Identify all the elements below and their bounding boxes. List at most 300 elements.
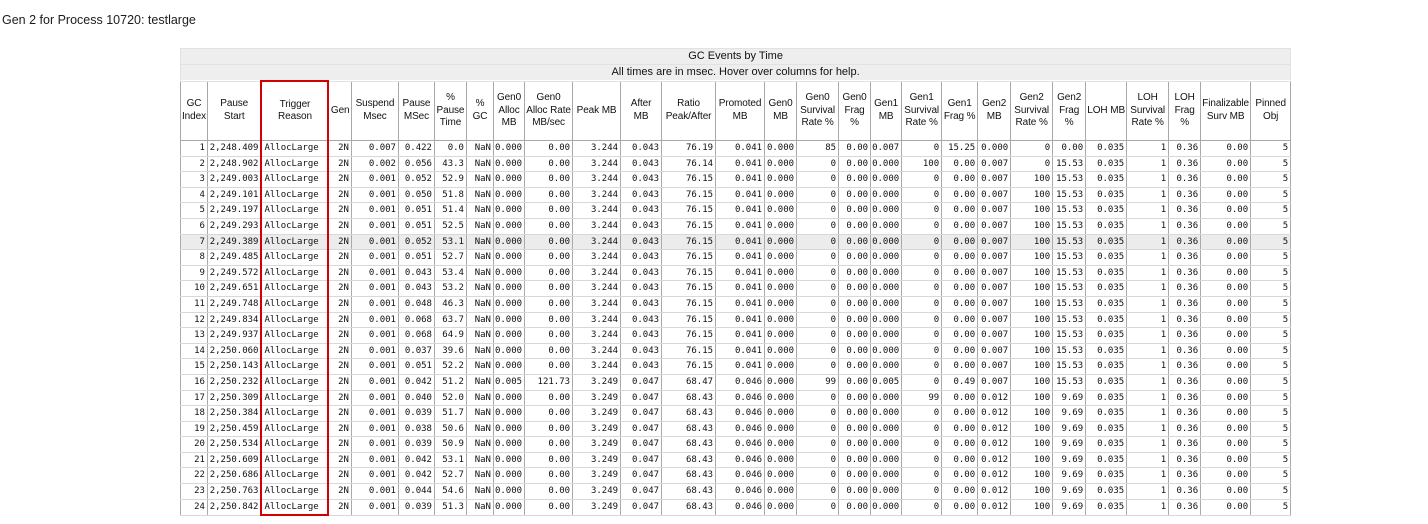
cell-gen1-mb[interactable]: 0.000 (871, 312, 902, 328)
cell-after-mb[interactable]: 0.043 (621, 203, 662, 219)
table-row[interactable] (181, 452, 1291, 468)
cell-pause-msec[interactable]: 0.039 (398, 499, 434, 515)
cell-gc-index[interactable]: 4 (181, 187, 208, 203)
cell-gen1-mb[interactable]: 0.000 (871, 218, 902, 234)
cell-gen2-mb[interactable]: 0.007 (978, 265, 1011, 281)
cell-gen0-alloc-mb[interactable]: 0.005 (493, 374, 524, 390)
cell-pause-time[interactable]: 51.2 (434, 374, 466, 390)
cell-pinned-obj[interactable]: 5 (1251, 468, 1291, 484)
col-header-loh-mb[interactable]: LOH MB (1086, 81, 1127, 141)
cell-loh-survival-rate[interactable]: 1 (1127, 234, 1169, 250)
cell-gen1-survival-rate[interactable]: 0 (902, 265, 942, 281)
col-header-gen[interactable]: Gen (328, 81, 351, 141)
cell-gen0-frag[interactable]: 0.00 (839, 312, 871, 328)
cell-gen1-survival-rate[interactable]: 0 (902, 421, 942, 437)
cell-gen2-frag[interactable]: 9.69 (1053, 452, 1086, 468)
col-header-pause-start[interactable]: Pause Start (207, 81, 261, 141)
cell-gen[interactable]: 2N (328, 452, 351, 468)
cell-loh-mb[interactable]: 0.035 (1086, 406, 1127, 422)
cell-gen0-frag[interactable]: 0.00 (839, 265, 871, 281)
cell-pinned-obj[interactable]: 5 (1251, 328, 1291, 344)
cell-gen2-survival-rate[interactable]: 0 (1011, 141, 1053, 157)
cell-gen0-frag[interactable]: 0.00 (839, 437, 871, 453)
cell-loh-survival-rate[interactable]: 1 (1127, 187, 1169, 203)
cell-peak-mb[interactable]: 3.249 (573, 437, 621, 453)
table-row[interactable] (181, 296, 1291, 312)
cell-gen0-alloc-rate-mb-sec[interactable]: 0.00 (525, 499, 573, 515)
table-row[interactable] (181, 141, 1291, 157)
cell-gen1-frag[interactable]: 0.00 (942, 281, 978, 297)
cell-pause-msec[interactable]: 0.051 (398, 359, 434, 375)
cell-gc-index[interactable]: 1 (181, 141, 208, 157)
cell-pause-start[interactable]: 2,249.834 (207, 312, 261, 328)
cell-finalizable-surv-mb[interactable]: 0.00 (1201, 141, 1251, 157)
cell-loh-mb[interactable]: 0.035 (1086, 328, 1127, 344)
col-header-promoted-mb[interactable]: Promoted MB (716, 81, 765, 141)
cell-promoted-mb[interactable]: 0.046 (716, 406, 765, 422)
cell-gc[interactable]: NaN (466, 452, 493, 468)
cell-gc[interactable]: NaN (466, 141, 493, 157)
cell-gen1-frag[interactable]: 0.49 (942, 374, 978, 390)
cell-promoted-mb[interactable]: 0.041 (716, 203, 765, 219)
cell-gen2-survival-rate[interactable]: 100 (1011, 374, 1053, 390)
cell-after-mb[interactable]: 0.047 (621, 390, 662, 406)
cell-pause-time[interactable]: 52.0 (434, 390, 466, 406)
cell-gc-index[interactable]: 2 (181, 156, 208, 172)
cell-gc[interactable]: NaN (466, 406, 493, 422)
cell-pinned-obj[interactable]: 5 (1251, 296, 1291, 312)
cell-gc-index[interactable]: 15 (181, 359, 208, 375)
cell-gen1-mb[interactable]: 0.000 (871, 421, 902, 437)
cell-gc-index[interactable]: 8 (181, 250, 208, 266)
cell-pause-msec[interactable]: 0.068 (398, 312, 434, 328)
cell-gen1-frag[interactable]: 0.00 (942, 187, 978, 203)
cell-gc-index[interactable]: 23 (181, 484, 208, 500)
cell-gen0-alloc-rate-mb-sec[interactable]: 0.00 (525, 468, 573, 484)
cell-loh-survival-rate[interactable]: 1 (1127, 172, 1169, 188)
cell-gen1-survival-rate[interactable]: 0 (902, 312, 942, 328)
cell-pause-time[interactable]: 52.2 (434, 359, 466, 375)
cell-gen2-survival-rate[interactable]: 100 (1011, 452, 1053, 468)
cell-promoted-mb[interactable]: 0.041 (716, 234, 765, 250)
cell-gen0-frag[interactable]: 0.00 (839, 156, 871, 172)
cell-gen1-survival-rate[interactable]: 0 (902, 218, 942, 234)
cell-gen1-mb[interactable]: 0.000 (871, 203, 902, 219)
cell-gen0-alloc-rate-mb-sec[interactable]: 0.00 (525, 187, 573, 203)
cell-gen0-survival-rate[interactable]: 0 (797, 484, 839, 500)
cell-gen0-alloc-rate-mb-sec[interactable]: 0.00 (525, 484, 573, 500)
cell-loh-frag[interactable]: 0.36 (1169, 499, 1201, 515)
cell-gen0-alloc-rate-mb-sec[interactable]: 0.00 (525, 250, 573, 266)
cell-gc-index[interactable]: 24 (181, 499, 208, 515)
cell-gc[interactable]: NaN (466, 312, 493, 328)
cell-after-mb[interactable]: 0.047 (621, 374, 662, 390)
cell-finalizable-surv-mb[interactable]: 0.00 (1201, 156, 1251, 172)
cell-gen1-frag[interactable]: 0.00 (942, 312, 978, 328)
cell-pause-time[interactable]: 53.1 (434, 234, 466, 250)
cell-finalizable-surv-mb[interactable]: 0.00 (1201, 421, 1251, 437)
cell-gc[interactable]: NaN (466, 328, 493, 344)
cell-gen0-survival-rate[interactable]: 0 (797, 172, 839, 188)
table-row[interactable] (181, 437, 1291, 453)
cell-gen[interactable]: 2N (328, 499, 351, 515)
cell-promoted-mb[interactable]: 0.041 (716, 172, 765, 188)
cell-loh-frag[interactable]: 0.36 (1169, 234, 1201, 250)
cell-suspend-msec[interactable]: 0.001 (351, 452, 398, 468)
cell-gen[interactable]: 2N (328, 218, 351, 234)
cell-loh-mb[interactable]: 0.035 (1086, 250, 1127, 266)
cell-gen2-mb[interactable]: 0.007 (978, 218, 1011, 234)
cell-loh-survival-rate[interactable]: 1 (1127, 374, 1169, 390)
cell-gen[interactable]: 2N (328, 343, 351, 359)
cell-after-mb[interactable]: 0.047 (621, 406, 662, 422)
cell-gen0-survival-rate[interactable]: 0 (797, 218, 839, 234)
cell-trigger-reason[interactable]: AllocLarge (261, 203, 328, 219)
cell-loh-frag[interactable]: 0.36 (1169, 203, 1201, 219)
cell-gen0-alloc-mb[interactable]: 0.000 (493, 187, 524, 203)
cell-loh-frag[interactable]: 0.36 (1169, 156, 1201, 172)
cell-pause-msec[interactable]: 0.039 (398, 406, 434, 422)
cell-gen0-alloc-rate-mb-sec[interactable]: 0.00 (525, 312, 573, 328)
cell-gen0-survival-rate[interactable]: 0 (797, 421, 839, 437)
cell-loh-frag[interactable]: 0.36 (1169, 187, 1201, 203)
cell-promoted-mb[interactable]: 0.046 (716, 421, 765, 437)
cell-finalizable-surv-mb[interactable]: 0.00 (1201, 281, 1251, 297)
cell-gen2-mb[interactable]: 0.012 (978, 437, 1011, 453)
cell-gc[interactable]: NaN (466, 296, 493, 312)
cell-pause-time[interactable]: 51.3 (434, 499, 466, 515)
cell-peak-mb[interactable]: 3.244 (573, 250, 621, 266)
cell-promoted-mb[interactable]: 0.046 (716, 437, 765, 453)
cell-gen0-mb[interactable]: 0.000 (765, 156, 797, 172)
cell-promoted-mb[interactable]: 0.041 (716, 312, 765, 328)
cell-promoted-mb[interactable]: 0.041 (716, 343, 765, 359)
cell-gen2-survival-rate[interactable]: 100 (1011, 468, 1053, 484)
cell-gen[interactable]: 2N (328, 374, 351, 390)
cell-peak-mb[interactable]: 3.249 (573, 452, 621, 468)
cell-gen2-frag[interactable]: 15.53 (1053, 250, 1086, 266)
cell-pinned-obj[interactable]: 5 (1251, 281, 1291, 297)
cell-loh-mb[interactable]: 0.035 (1086, 499, 1127, 515)
col-header-suspend-msec[interactable]: Suspend Msec (351, 81, 398, 141)
cell-pinned-obj[interactable]: 5 (1251, 156, 1291, 172)
cell-gc[interactable]: NaN (466, 281, 493, 297)
cell-gen0-survival-rate[interactable]: 0 (797, 250, 839, 266)
cell-gen2-mb[interactable]: 0.012 (978, 499, 1011, 515)
cell-pause-start[interactable]: 2,249.748 (207, 296, 261, 312)
table-row[interactable] (181, 374, 1291, 390)
cell-suspend-msec[interactable]: 0.001 (351, 218, 398, 234)
cell-gen0-frag[interactable]: 0.00 (839, 296, 871, 312)
cell-gc-index[interactable]: 7 (181, 234, 208, 250)
cell-gen2-mb[interactable]: 0.012 (978, 406, 1011, 422)
cell-finalizable-surv-mb[interactable]: 0.00 (1201, 328, 1251, 344)
cell-gen0-alloc-rate-mb-sec[interactable]: 0.00 (525, 343, 573, 359)
cell-pinned-obj[interactable]: 5 (1251, 141, 1291, 157)
cell-gen0-mb[interactable]: 0.000 (765, 374, 797, 390)
cell-pause-time[interactable]: 54.6 (434, 484, 466, 500)
cell-gen[interactable]: 2N (328, 296, 351, 312)
cell-gc[interactable]: NaN (466, 437, 493, 453)
cell-gen2-frag[interactable]: 9.69 (1053, 437, 1086, 453)
cell-pause-start[interactable]: 2,249.293 (207, 218, 261, 234)
cell-gen[interactable]: 2N (328, 156, 351, 172)
cell-gen2-frag[interactable]: 9.69 (1053, 468, 1086, 484)
cell-gen2-mb[interactable]: 0.012 (978, 421, 1011, 437)
cell-loh-frag[interactable]: 0.36 (1169, 374, 1201, 390)
cell-gen[interactable]: 2N (328, 281, 351, 297)
cell-peak-mb[interactable]: 3.244 (573, 218, 621, 234)
cell-after-mb[interactable]: 0.043 (621, 156, 662, 172)
cell-gen0-frag[interactable]: 0.00 (839, 421, 871, 437)
cell-gen[interactable]: 2N (328, 265, 351, 281)
cell-peak-mb[interactable]: 3.249 (573, 374, 621, 390)
cell-gen0-alloc-rate-mb-sec[interactable]: 0.00 (525, 172, 573, 188)
cell-loh-frag[interactable]: 0.36 (1169, 484, 1201, 500)
cell-gen1-survival-rate[interactable]: 0 (902, 141, 942, 157)
cell-suspend-msec[interactable]: 0.002 (351, 156, 398, 172)
cell-gen0-mb[interactable]: 0.000 (765, 359, 797, 375)
cell-loh-survival-rate[interactable]: 1 (1127, 437, 1169, 453)
col-header-gen1-survival-rate[interactable]: Gen1 Survival Rate % (902, 81, 942, 141)
cell-loh-mb[interactable]: 0.035 (1086, 156, 1127, 172)
cell-pause-time[interactable]: 50.9 (434, 437, 466, 453)
cell-gc[interactable]: NaN (466, 250, 493, 266)
cell-peak-mb[interactable]: 3.244 (573, 343, 621, 359)
cell-gen1-survival-rate[interactable]: 0 (902, 187, 942, 203)
cell-gc[interactable]: NaN (466, 374, 493, 390)
cell-suspend-msec[interactable]: 0.001 (351, 421, 398, 437)
cell-gen2-survival-rate[interactable]: 100 (1011, 406, 1053, 422)
cell-gen2-frag[interactable]: 9.69 (1053, 499, 1086, 515)
cell-gen[interactable]: 2N (328, 250, 351, 266)
cell-gen0-alloc-mb[interactable]: 0.000 (493, 296, 524, 312)
col-header-gen0-frag[interactable]: Gen0 Frag % (839, 81, 871, 141)
cell-pinned-obj[interactable]: 5 (1251, 499, 1291, 515)
cell-gc[interactable]: NaN (466, 484, 493, 500)
cell-gen[interactable]: 2N (328, 421, 351, 437)
cell-pause-time[interactable]: 46.3 (434, 296, 466, 312)
cell-gen2-frag[interactable]: 15.53 (1053, 281, 1086, 297)
cell-loh-survival-rate[interactable]: 1 (1127, 452, 1169, 468)
cell-gc-index[interactable]: 6 (181, 218, 208, 234)
cell-gen1-survival-rate[interactable]: 0 (902, 452, 942, 468)
cell-gc[interactable]: NaN (466, 421, 493, 437)
col-header-gen2-mb[interactable]: Gen2 MB (978, 81, 1011, 141)
cell-finalizable-surv-mb[interactable]: 0.00 (1201, 203, 1251, 219)
cell-gen1-survival-rate[interactable]: 0 (902, 281, 942, 297)
cell-promoted-mb[interactable]: 0.041 (716, 156, 765, 172)
cell-suspend-msec[interactable]: 0.001 (351, 328, 398, 344)
cell-pause-start[interactable]: 2,250.384 (207, 406, 261, 422)
cell-gen1-mb[interactable]: 0.000 (871, 281, 902, 297)
cell-gen2-frag[interactable]: 15.53 (1053, 343, 1086, 359)
col-header-gc[interactable]: % GC (466, 81, 493, 141)
cell-gen0-alloc-rate-mb-sec[interactable]: 0.00 (525, 452, 573, 468)
cell-pause-time[interactable]: 53.2 (434, 281, 466, 297)
cell-after-mb[interactable]: 0.043 (621, 265, 662, 281)
col-header-loh-survival-rate[interactable]: LOH Survival Rate % (1127, 81, 1169, 141)
cell-gen0-mb[interactable]: 0.000 (765, 296, 797, 312)
cell-pause-start[interactable]: 2,250.842 (207, 499, 261, 515)
cell-gen2-frag[interactable]: 15.53 (1053, 374, 1086, 390)
col-header-gen0-mb[interactable]: Gen0 MB (765, 81, 797, 141)
cell-gen1-survival-rate[interactable]: 0 (902, 234, 942, 250)
cell-trigger-reason[interactable]: AllocLarge (261, 234, 328, 250)
cell-ratio-peak-after[interactable]: 68.43 (662, 437, 716, 453)
table-row[interactable] (181, 390, 1291, 406)
cell-ratio-peak-after[interactable]: 68.43 (662, 468, 716, 484)
cell-gen[interactable]: 2N (328, 359, 351, 375)
cell-pause-msec[interactable]: 0.042 (398, 468, 434, 484)
cell-pause-msec[interactable]: 0.051 (398, 250, 434, 266)
cell-promoted-mb[interactable]: 0.041 (716, 328, 765, 344)
cell-gen2-frag[interactable]: 15.53 (1053, 187, 1086, 203)
cell-pause-time[interactable]: 50.6 (434, 421, 466, 437)
cell-gen0-frag[interactable]: 0.00 (839, 218, 871, 234)
cell-peak-mb[interactable]: 3.244 (573, 296, 621, 312)
cell-pause-start[interactable]: 2,249.389 (207, 234, 261, 250)
cell-loh-mb[interactable]: 0.035 (1086, 312, 1127, 328)
cell-gen1-mb[interactable]: 0.000 (871, 406, 902, 422)
cell-gc[interactable]: NaN (466, 468, 493, 484)
cell-gen2-survival-rate[interactable]: 100 (1011, 390, 1053, 406)
cell-pause-time[interactable]: 52.7 (434, 250, 466, 266)
cell-trigger-reason[interactable]: AllocLarge (261, 172, 328, 188)
cell-gen0-survival-rate[interactable]: 0 (797, 359, 839, 375)
cell-promoted-mb[interactable]: 0.041 (716, 265, 765, 281)
cell-gen1-frag[interactable]: 0.00 (942, 234, 978, 250)
cell-gen0-alloc-rate-mb-sec[interactable]: 0.00 (525, 234, 573, 250)
cell-loh-mb[interactable]: 0.035 (1086, 172, 1127, 188)
cell-gen2-mb[interactable]: 0.007 (978, 234, 1011, 250)
cell-gc[interactable]: NaN (466, 172, 493, 188)
cell-gen2-frag[interactable]: 15.53 (1053, 218, 1086, 234)
cell-gen2-survival-rate[interactable]: 100 (1011, 484, 1053, 500)
cell-trigger-reason[interactable]: AllocLarge (261, 250, 328, 266)
cell-pinned-obj[interactable]: 5 (1251, 312, 1291, 328)
table-row[interactable] (181, 406, 1291, 422)
cell-ratio-peak-after[interactable]: 76.15 (662, 328, 716, 344)
cell-finalizable-surv-mb[interactable]: 0.00 (1201, 250, 1251, 266)
cell-loh-survival-rate[interactable]: 1 (1127, 406, 1169, 422)
cell-loh-survival-rate[interactable]: 1 (1127, 218, 1169, 234)
cell-loh-survival-rate[interactable]: 1 (1127, 281, 1169, 297)
cell-gen0-survival-rate[interactable]: 0 (797, 468, 839, 484)
col-header-gen2-frag[interactable]: Gen2 Frag % (1053, 81, 1086, 141)
col-header-loh-frag[interactable]: LOH Frag % (1169, 81, 1201, 141)
cell-gen0-frag[interactable]: 0.00 (839, 343, 871, 359)
table-row[interactable] (181, 156, 1291, 172)
cell-gen0-frag[interactable]: 0.00 (839, 328, 871, 344)
cell-finalizable-surv-mb[interactable]: 0.00 (1201, 374, 1251, 390)
cell-loh-survival-rate[interactable]: 1 (1127, 390, 1169, 406)
cell-loh-frag[interactable]: 0.36 (1169, 265, 1201, 281)
cell-gen0-alloc-rate-mb-sec[interactable]: 0.00 (525, 156, 573, 172)
cell-gc[interactable]: NaN (466, 218, 493, 234)
cell-loh-survival-rate[interactable]: 1 (1127, 468, 1169, 484)
cell-gen2-mb[interactable]: 0.007 (978, 187, 1011, 203)
cell-gen2-mb[interactable]: 0.012 (978, 452, 1011, 468)
cell-gen0-alloc-mb[interactable]: 0.000 (493, 218, 524, 234)
col-header-pause-time[interactable]: % Pause Time (434, 81, 466, 141)
cell-pinned-obj[interactable]: 5 (1251, 359, 1291, 375)
col-header-gen1-frag[interactable]: Gen1 Frag % (942, 81, 978, 141)
cell-gen[interactable]: 2N (328, 484, 351, 500)
cell-gen0-alloc-mb[interactable]: 0.000 (493, 406, 524, 422)
cell-trigger-reason[interactable]: AllocLarge (261, 343, 328, 359)
cell-gen1-mb[interactable]: 0.000 (871, 265, 902, 281)
cell-trigger-reason[interactable]: AllocLarge (261, 328, 328, 344)
cell-gen1-mb[interactable]: 0.000 (871, 234, 902, 250)
cell-loh-mb[interactable]: 0.035 (1086, 218, 1127, 234)
cell-gen[interactable]: 2N (328, 172, 351, 188)
cell-gen1-survival-rate[interactable]: 0 (902, 374, 942, 390)
cell-gen0-survival-rate[interactable]: 0 (797, 343, 839, 359)
cell-promoted-mb[interactable]: 0.046 (716, 468, 765, 484)
cell-gen0-alloc-mb[interactable]: 0.000 (493, 265, 524, 281)
cell-gen0-alloc-mb[interactable]: 0.000 (493, 234, 524, 250)
cell-loh-survival-rate[interactable]: 1 (1127, 359, 1169, 375)
cell-trigger-reason[interactable]: AllocLarge (261, 374, 328, 390)
table-row[interactable] (181, 203, 1291, 219)
cell-gen0-survival-rate[interactable]: 0 (797, 328, 839, 344)
cell-pinned-obj[interactable]: 5 (1251, 250, 1291, 266)
cell-gen1-survival-rate[interactable]: 0 (902, 406, 942, 422)
cell-promoted-mb[interactable]: 0.046 (716, 484, 765, 500)
cell-gc-index[interactable]: 11 (181, 296, 208, 312)
cell-trigger-reason[interactable]: AllocLarge (261, 265, 328, 281)
cell-peak-mb[interactable]: 3.249 (573, 390, 621, 406)
cell-pause-msec[interactable]: 0.038 (398, 421, 434, 437)
cell-gen0-alloc-mb[interactable]: 0.000 (493, 390, 524, 406)
cell-pause-msec[interactable]: 0.039 (398, 437, 434, 453)
cell-gc-index[interactable]: 13 (181, 328, 208, 344)
cell-gen0-survival-rate[interactable]: 0 (797, 156, 839, 172)
cell-after-mb[interactable]: 0.047 (621, 499, 662, 515)
cell-loh-mb[interactable]: 0.035 (1086, 437, 1127, 453)
cell-finalizable-surv-mb[interactable]: 0.00 (1201, 406, 1251, 422)
cell-gen0-alloc-mb[interactable]: 0.000 (493, 468, 524, 484)
cell-gen1-frag[interactable]: 0.00 (942, 296, 978, 312)
cell-suspend-msec[interactable]: 0.001 (351, 265, 398, 281)
cell-after-mb[interactable]: 0.043 (621, 281, 662, 297)
cell-gen2-survival-rate[interactable]: 100 (1011, 203, 1053, 219)
cell-gc[interactable]: NaN (466, 156, 493, 172)
cell-gen0-alloc-rate-mb-sec[interactable]: 0.00 (525, 281, 573, 297)
cell-pause-time[interactable]: 51.7 (434, 406, 466, 422)
cell-peak-mb[interactable]: 3.249 (573, 406, 621, 422)
cell-gc-index[interactable]: 10 (181, 281, 208, 297)
cell-finalizable-surv-mb[interactable]: 0.00 (1201, 296, 1251, 312)
cell-gen2-mb[interactable]: 0.007 (978, 374, 1011, 390)
cell-pause-start[interactable]: 2,249.937 (207, 328, 261, 344)
cell-gen0-survival-rate[interactable]: 0 (797, 203, 839, 219)
cell-gen1-mb[interactable]: 0.000 (871, 452, 902, 468)
cell-gen0-frag[interactable]: 0.00 (839, 234, 871, 250)
cell-loh-mb[interactable]: 0.035 (1086, 281, 1127, 297)
cell-gc-index[interactable]: 5 (181, 203, 208, 219)
cell-peak-mb[interactable]: 3.244 (573, 265, 621, 281)
cell-gen0-alloc-mb[interactable]: 0.000 (493, 281, 524, 297)
cell-loh-mb[interactable]: 0.035 (1086, 234, 1127, 250)
cell-gen1-frag[interactable]: 0.00 (942, 452, 978, 468)
table-row[interactable] (181, 484, 1291, 500)
cell-gen1-mb[interactable]: 0.000 (871, 499, 902, 515)
cell-pause-time[interactable]: 51.4 (434, 203, 466, 219)
cell-finalizable-surv-mb[interactable]: 0.00 (1201, 312, 1251, 328)
cell-loh-frag[interactable]: 0.36 (1169, 452, 1201, 468)
